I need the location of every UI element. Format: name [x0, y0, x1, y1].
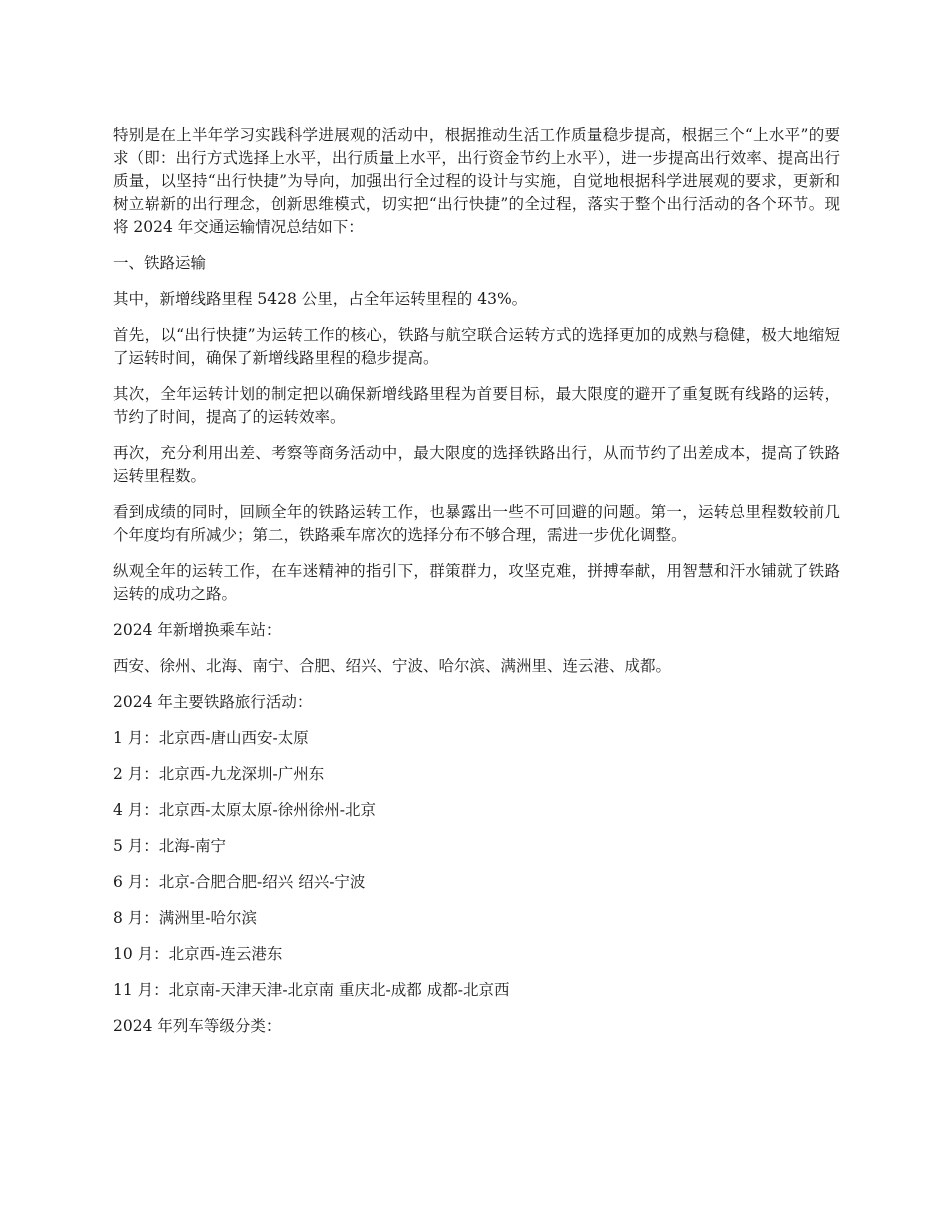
classification-heading: 2024 年列车等级分类： — [113, 1017, 282, 1035]
intro-paragraph: 特别是在上半年学习实践科学进展观的活动中，根据推动生活工作质量稳步提高，根据三个“上水平”的要求（即：出行方式选择上水平，出行质量上水平，出行资金节约上水平），进一步提高出行效率、提高出行质量，以坚持“出行快捷”为导向，加强出行全过程的设计与实施，自觉地根据科学进展观的要求，更新和树立崭新的出行理念，创新思维模式，切实把“出行快捷”的全过程，落实于整个出行活动的各个环节。现将 2024 年交通运输情况总结如下： — [113, 126, 840, 236]
activity-item: 10 月：北京西-连云港东 — [113, 945, 283, 963]
paragraph-third: 再次，充分利用出差、考察等商务活动中，最大限度的选择铁路出行，从而节约了出差成本，提高了铁路运转里程数。 — [113, 444, 840, 485]
paragraph-summary: 纵观全年的运转工作，在车迷精神的指引下，群策群力，攻坚克难，拼搏奉献，用智慧和汗水铺就了铁路运转的成功之路。 — [113, 562, 840, 603]
activity-item: 4 月：北京西-太原太原-徐州徐州-北京 — [113, 801, 377, 819]
activity-item: 11 月：北京南-天津天津-北京南 重庆北-成都 成都-北京西 — [113, 981, 510, 999]
section-heading-railway: 一、铁路运输 — [113, 254, 207, 272]
paragraph-second: 其次，全年运转计划的制定把以确保新增线路里程为首要目标，最大限度的避开了重复既有线路的运转，节约了时间，提高了的运转效率。 — [113, 385, 840, 426]
activity-item: 2 月：北京西-九龙深圳-广州东 — [113, 765, 325, 783]
activity-item: 1 月：北京西-唐山西安-太原 — [113, 729, 309, 747]
stations-heading: 2024 年新增换乘车站： — [113, 621, 282, 639]
activity-item: 6 月：北京-合肥合肥-绍兴 绍兴-宁波 — [113, 873, 366, 891]
paragraph-first: 首先，以“出行快捷”为运转工作的核心，铁路与航空联合运转方式的选择更加的成熟与稳健，极大地缩短了运转时间，确保了新增线路里程的稳步提高。 — [113, 326, 840, 367]
activities-heading: 2024 年主要铁路旅行活动： — [113, 693, 313, 711]
paragraph-new-mileage: 其中，新增线路里程 5428 公里，占全年运转里程的 43%。 — [113, 290, 528, 308]
stations-list: 西安、徐州、北海、南宁、合肥、绍兴、宁波、哈尔滨、满洲里、连云港、成都。 — [113, 657, 672, 675]
activity-item: 8 月：满洲里-哈尔滨 — [113, 909, 258, 927]
document-page — [113, 124, 840, 1051]
activity-item: 5 月：北海-南宁 — [113, 837, 227, 855]
paragraph-problems: 看到成绩的同时，回顾全年的铁路运转工作，也暴露出一些不可回避的问题。第一，运转总里程数较前几个年度均有所减少；第二，铁路乘车席次的选择分布不够合理，需进一步优化调整。 — [113, 503, 840, 544]
